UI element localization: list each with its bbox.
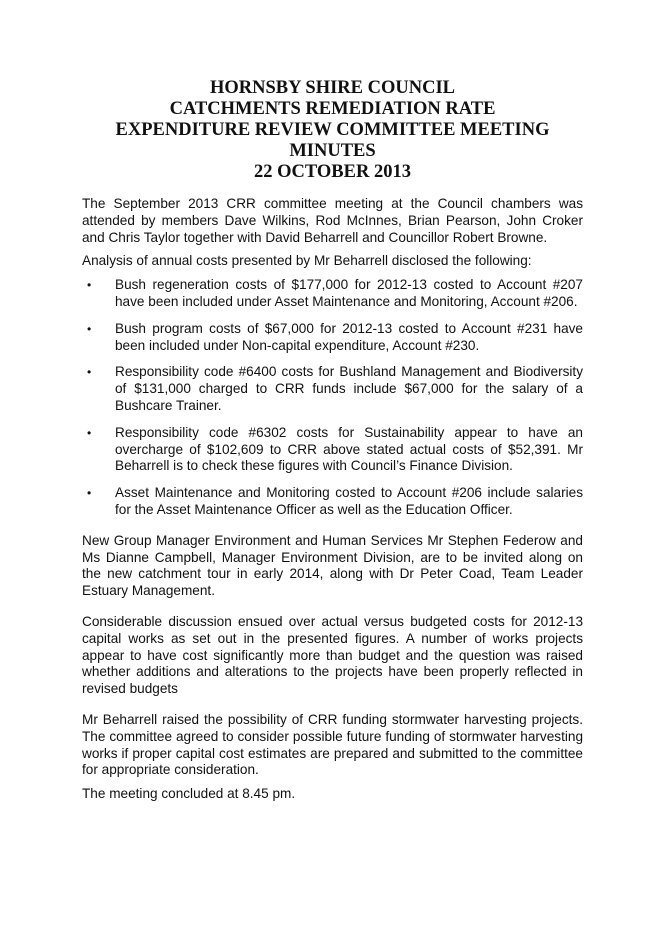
list-item-text: Responsibility code #6302 costs for Sustainability appear to have an overcharge of $102,609 to CRR above stated actual costs of $52,391. Mr Beharrell is to check these figures with Council’s Finance Division. — [115, 424, 583, 474]
stormwater-paragraph: Mr Beharrell raised the possibility of CRR funding stormwater harvesting projects. The committee agreed to consider possible future funding of stormwater harvesting works if proper capital cost estimates are prepared and submitted to the committee for appropriate consideration. — [82, 711, 583, 778]
heading-rate-name: CATCHMENTS REMEDIATION RATE — [169, 99, 496, 119]
list-item — [82, 321, 583, 355]
bullet-marker: • — [87, 486, 92, 501]
list-item-text: Bush regeneration costs of $177,000 for 2012-13 costed to Account #207 have been included under Asset Maintenance and Monitoring, Account #206. — [115, 277, 583, 309]
bullet-marker: • — [87, 365, 92, 380]
discussion-paragraph: Considerable discussion ensued over actual versus budgeted costs for 2012-13 capital works as set out in the presented figures. A number of works projects appear to have cost significantly more than budget and the question was raised whether additions and alterations to the projects have been properly reflected in revised budgets — [82, 613, 583, 697]
bullet-marker: • — [87, 425, 92, 440]
bullet-marker: • — [87, 321, 92, 336]
list-item-text: Bush program costs of $67,000 for 2012-13 costed to Account #231 have been included under Non-capital expenditure, Account #230. — [115, 320, 583, 353]
minutes-body — [82, 196, 583, 803]
list-item — [82, 425, 583, 475]
cost-analysis-list — [82, 277, 583, 519]
heading-meeting-date: 22 OCTOBER 2013 — [254, 162, 411, 182]
attendance-paragraph: The September 2013 CRR committee meeting at the Council chambers was attended by members Dave Wilkins, Rod McInnes, Brian Pearson, John Croker and Chris Taylor together with David Beharrell and Councillor Robert Browne. — [82, 196, 583, 245]
heading-committee-name: EXPENDITURE REVIEW COMMITTEE MEETING — [115, 120, 550, 140]
list-item-text: Responsibility code #6400 costs for Bushland Management and Biodiversity of $131,000 charged to CRR funds include $67,000 for the salary of a Bushcare Trainer. — [115, 364, 583, 413]
list-item — [82, 364, 583, 414]
list-item-text: Asset Maintenance and Monitoring costed to Account #206 include salaries for the Asset Maintenance Officer as well as the Education Officer. — [115, 485, 583, 517]
new-group-manager-paragraph: New Group Manager Environment and Human Services Mr Stephen Federow and Ms Dianne Campbell, Manager Environment Division, are to be invited along on the new catchment tour in early 2014, along with Dr Peter Coad, Team Leader Estuary Management. — [82, 532, 583, 599]
heading-document-type: MINUTES — [289, 141, 376, 161]
list-item — [82, 277, 583, 311]
list-item — [82, 485, 583, 519]
heading-council-name: HORNSBY SHIRE COUNCIL — [210, 78, 455, 98]
analysis-intro-paragraph: Analysis of annual costs presented by Mr Beharrell disclosed the following: — [82, 253, 532, 269]
bullet-marker: • — [87, 278, 92, 293]
document-heading — [82, 78, 583, 183]
conclusion-paragraph: The meeting concluded at 8.45 pm. — [82, 786, 296, 802]
